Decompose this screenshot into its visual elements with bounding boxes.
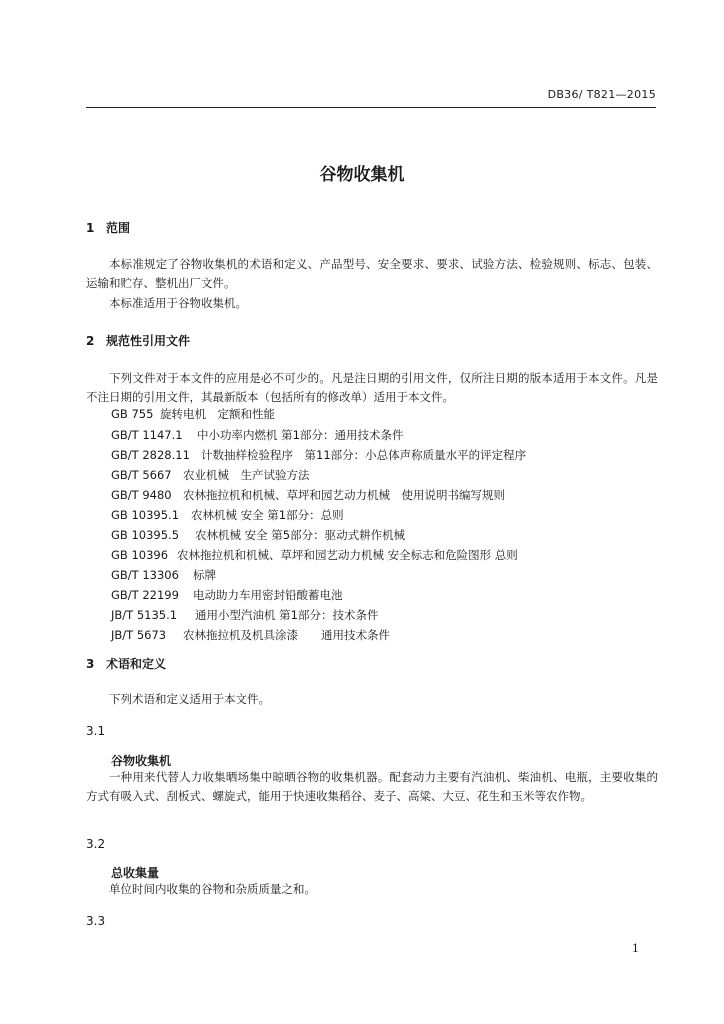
reference-title: 农林拖拉机和机械、草坪和园艺动力机械 安全标志和危险图形 总则 [177,548,518,562]
reference-title: 旋转电机 定额和性能 [160,407,275,421]
reference-title: 标牌 [193,568,216,582]
reference-title: 农林拖拉机和机械、草坪和园艺动力机械 使用说明书编写规则 [183,488,505,502]
section-number: 3 [86,657,95,671]
standard-code: DB36/ T821—2015 [547,88,656,101]
reference-item [111,587,343,603]
term-name: 总收集量 [111,866,160,880]
document-title: 谷物收集机 [319,165,405,185]
section-3-intro: 下列术语和定义适用于本文件。 [109,692,270,706]
reference-code: GB/T 22199 [111,588,179,602]
reference-item [111,447,526,463]
section-number: 1 [86,221,95,235]
page-number: 1 [632,942,639,955]
reference-title: 电动助力车用密封铅酸蓄电池 [193,588,343,602]
reference-item [111,607,378,623]
reference-item [111,567,216,583]
header-divider [86,107,656,108]
section-title: 范围 [106,221,131,235]
reference-item [111,627,390,643]
reference-code: GB 10395.5 [111,528,180,542]
term-number: 3.2 [86,837,106,851]
section-number: 2 [86,334,95,348]
reference-title: 农林机械 安全 第1部分：总则 [191,508,344,522]
term-definition: 一种用来代替人力收集晒场集中晾晒谷物的收集机器。配套动力主要有汽油机、柴油机、电瓶，主要收集的方式有吸入式、刮板式、螺旋式，能用于快速收集稻谷、麦子、高粱、大豆、花生和玉米等农作物。 [86,770,658,803]
section-3-heading [86,655,166,672]
reference-code: JB/T 5673 [111,628,167,642]
reference-title: 通用小型汽油机 第1部分：技术条件 [195,608,379,622]
reference-item [111,467,310,483]
section-2-intro: 下列文件对于本文件的应用是必不可少的。凡是注日期的引用文件，仅所注日期的版本适用于本文件。凡是不注日期的引用文件，其最新版本（包括所有的修改单）适用于本文件。 [86,371,658,404]
reference-code: GB/T 9480 [111,488,172,502]
reference-item [111,406,275,422]
reference-title: 中小功率内燃机 第1部分：通用技术条件 [197,428,404,442]
reference-code: JB/T 5135.1 [111,608,178,622]
reference-title: 农林拖拉机及机具涂漆 通用技术条件 [183,628,390,642]
section-title: 术语和定义 [106,657,167,671]
section-1-heading [86,219,130,236]
reference-code: GB/T 13306 [111,568,179,582]
section-1-paragraph-1: 本标准规定了谷物收集机的术语和定义、产品型号、安全要求、要求、试验方法、检验规则、标志、包装、运输和贮存、整机出厂文件。 [86,257,658,290]
term-name: 谷物收集机 [111,754,172,768]
reference-item [111,507,344,523]
reference-code: GB/T 1147.1 [111,428,183,442]
term-definition: 单位时间内收集的谷物和杂质质量之和。 [109,882,316,896]
reference-title: 农业机械 生产试验方法 [183,468,310,482]
reference-title: 计数抽样检验程序 第11部分：小总体声称质量水平的评定程序 [201,448,527,462]
reference-code: GB 755 [111,407,154,421]
section-title: 规范性引用文件 [106,334,191,348]
reference-item [111,527,405,543]
reference-code: GB/T 5667 [111,468,172,482]
reference-code: GB/T 2828.11 [111,448,190,462]
term-number: 3.3 [86,914,106,928]
section-1-paragraph-2: 本标准适用于谷物收集机。 [109,296,247,310]
reference-code: GB 10396 [111,548,169,562]
section-2-heading [86,332,190,349]
term-number: 3.1 [86,724,106,738]
reference-code: GB 10395.1 [111,508,180,522]
reference-item [111,547,518,563]
reference-item [111,487,505,503]
reference-title: 农林机械 安全 第5部分：驱动式耕作机械 [195,528,406,542]
reference-item [111,427,403,443]
